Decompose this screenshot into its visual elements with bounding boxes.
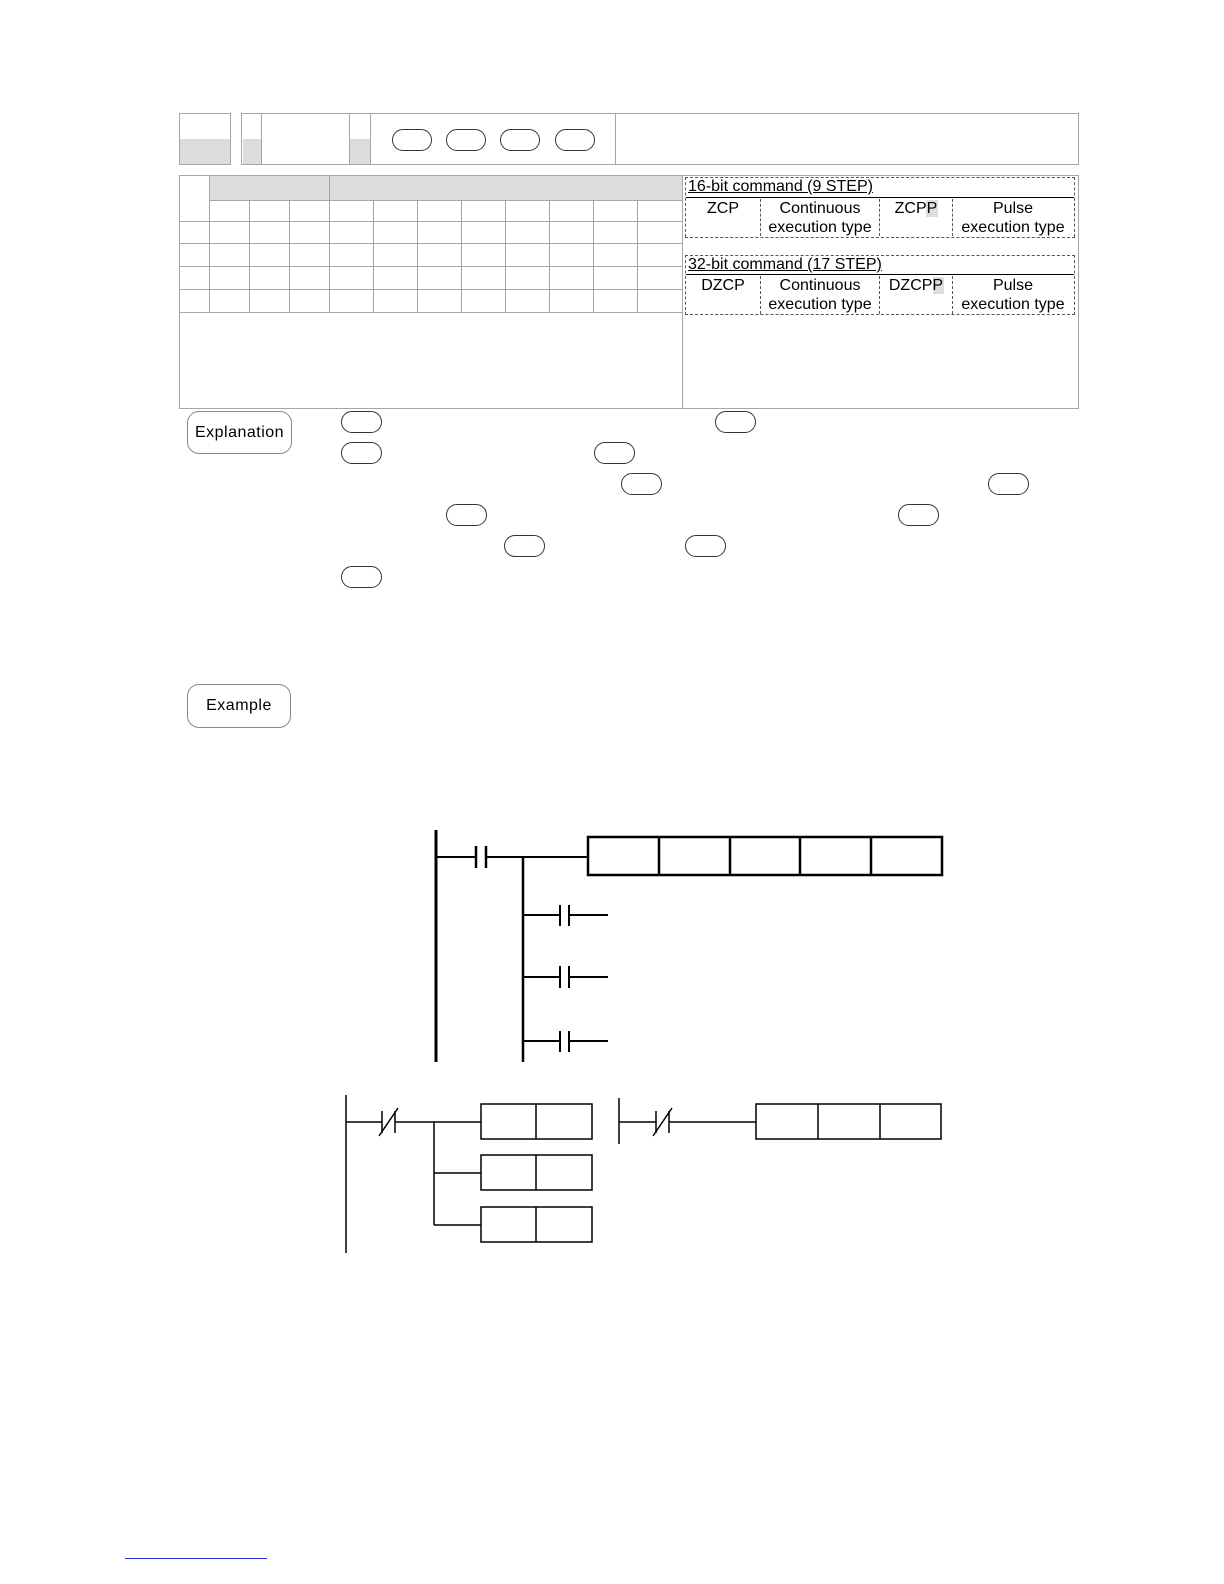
explanation-badge: Explanation: [187, 411, 292, 454]
operand-pill: [898, 504, 939, 526]
table-hline: [210, 200, 682, 201]
table-hline: [180, 312, 682, 313]
table-hline: [180, 289, 682, 290]
table-vline: [505, 200, 506, 312]
operand-pill: [621, 473, 662, 495]
cmd16-continuous-mnemonic: ZCP: [707, 200, 739, 217]
cmd16-pulse-desc-line2: execution type: [961, 219, 1065, 236]
operand-pill: [594, 442, 635, 464]
cmd32-pulse-desc: [953, 276, 1073, 314]
table-vline: [329, 200, 330, 312]
table-vline: [249, 200, 250, 312]
table-hline: [180, 243, 682, 244]
operand-pill: [341, 411, 382, 433]
operand-pill: [555, 129, 595, 151]
table-vline: [682, 176, 683, 408]
ladder-diagram-main: [420, 825, 960, 1070]
table-hline: [180, 266, 682, 267]
table-vline: [461, 200, 462, 312]
cmd16-pulse-mnemonic: [880, 199, 952, 218]
table-header-shade: [210, 176, 682, 200]
api-number-box: [179, 113, 231, 165]
cmd32-title-rule: [686, 274, 1074, 275]
cmd16-pulse-mnemonic-text: ZCPP: [894, 200, 938, 217]
mnemonic-shade: [350, 139, 370, 164]
cmd16-pulse-desc-line1: Pulse: [992, 200, 1034, 217]
cmd32-pulse-desc-line2: execution type: [961, 296, 1065, 313]
table-vline: [289, 200, 290, 312]
cmd32-bottom-border: [685, 314, 1075, 315]
cmd32-continuous-mnemonic: DZCP: [701, 277, 745, 294]
operand-pill: [446, 504, 487, 526]
footer-link-underline[interactable]: [125, 1558, 267, 1559]
operand-pill: [341, 566, 382, 588]
cmd16-continuous-desc-line1: Continuous: [779, 200, 861, 217]
cmd32-continuous-desc: [761, 276, 879, 314]
table-vline: [593, 200, 594, 312]
table-vline: [637, 200, 638, 312]
cmd32-pulse-desc-line1: Pulse: [992, 277, 1034, 294]
table-hline: [180, 221, 682, 222]
cmd16-pulse-desc: [953, 199, 1073, 237]
cmd16-title: 16-bit command (9 STEP): [688, 178, 873, 195]
operand-pill: [715, 411, 756, 433]
table-vline: [209, 176, 210, 312]
table-vline: [329, 176, 330, 200]
cmd32-pulse-mnemonic-text: DZCPP: [888, 277, 944, 294]
mnemonic-box: [241, 113, 1079, 165]
cmd32-pulse-mnemonic: [880, 276, 952, 295]
cmd16-bottom-border: [685, 237, 1075, 238]
instruction-box: [756, 1104, 941, 1139]
cmd32-title: 32-bit command (17 STEP): [688, 256, 882, 273]
operand-pill: [504, 535, 545, 557]
operand-pill: [446, 129, 486, 151]
mnemonic-shade: [243, 139, 261, 164]
operand-pill: [392, 129, 432, 151]
operand-pill: [685, 535, 726, 557]
cmd16-title-rule: [686, 197, 1074, 198]
api-number-shade: [180, 139, 230, 164]
table-vline: [373, 200, 374, 312]
table-vline: [417, 200, 418, 312]
operand-pill: [988, 473, 1029, 495]
cmd16-continuous-desc: [761, 199, 879, 237]
table-vline: [549, 200, 550, 312]
cmd32-right-border: [1074, 255, 1075, 315]
cmd16-continuous-desc-line2: execution type: [768, 219, 872, 236]
operand-pill: [500, 129, 540, 151]
cmd32-continuous-desc-line1: Continuous: [779, 277, 861, 294]
mnemonic-divider: [261, 114, 262, 164]
ladder-diagram-reset: [340, 1090, 950, 1258]
cmd16-right-border: [1074, 177, 1075, 237]
cmd32-continuous-desc-line2: execution type: [768, 296, 872, 313]
instruction-box: [588, 837, 942, 875]
example-badge: Example: [187, 684, 291, 728]
mnemonic-divider: [370, 114, 371, 164]
mnemonic-divider: [615, 114, 616, 164]
operand-pill: [341, 442, 382, 464]
